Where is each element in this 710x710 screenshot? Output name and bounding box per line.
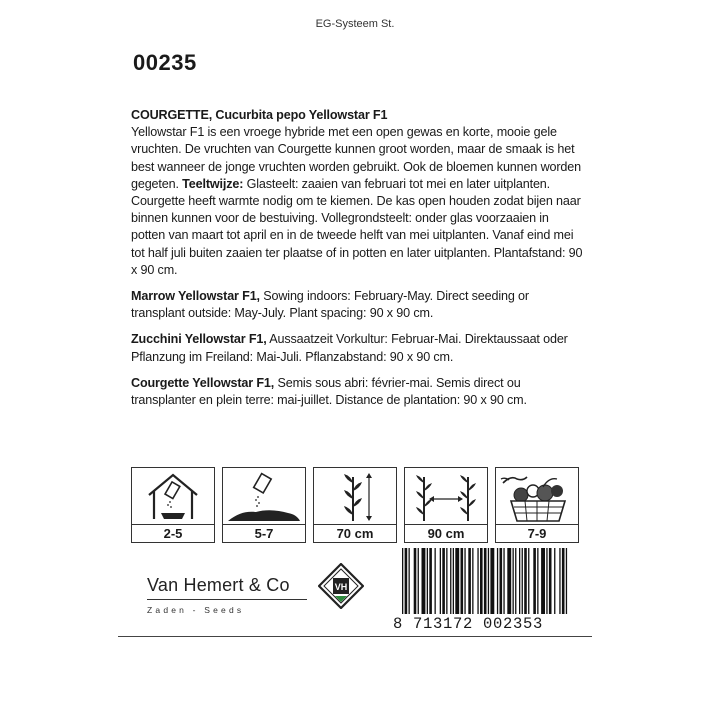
greenhouse-sowing-months: 2-5 bbox=[163, 526, 183, 541]
supplier-label: EG-Systeem St. bbox=[315, 18, 395, 30]
barcode-bar bbox=[455, 548, 459, 614]
barcode-bar bbox=[446, 548, 447, 614]
outdoor-sowing-box bbox=[222, 467, 306, 543]
barcode-bar bbox=[450, 548, 451, 614]
greenhouse-sowing-box bbox=[131, 467, 215, 543]
barcode-bar bbox=[442, 548, 445, 614]
barcode-bar bbox=[513, 548, 514, 614]
barcode-bar bbox=[500, 548, 503, 614]
english-name: Marrow Yellowstar F1, bbox=[131, 289, 260, 304]
barcode-bar bbox=[562, 548, 565, 614]
brand-tagline: Zaden - Seeds bbox=[147, 605, 245, 615]
description bbox=[131, 107, 586, 418]
barcode-bar bbox=[537, 548, 538, 614]
plant-spacing-box bbox=[404, 467, 488, 543]
barcode-bar bbox=[490, 548, 494, 614]
german-text: Aussaatzeit Vorkultur: Februar-Mai. Direktaussaat oder Pflanzung im Freiland: Mai-Juli. Pflanzabstand: 90 x 90 cm. bbox=[131, 332, 568, 364]
brand-divider bbox=[147, 599, 307, 600]
barcode-bar bbox=[566, 548, 567, 614]
greenhouse-sowing-icon bbox=[133, 469, 213, 523]
harvest-basket-icon bbox=[497, 469, 577, 523]
bottom-rule bbox=[118, 636, 592, 637]
french-paragraph bbox=[131, 375, 586, 409]
barcode-bar bbox=[528, 548, 529, 614]
barcode-bar bbox=[546, 548, 547, 614]
barcode-bar bbox=[435, 548, 436, 614]
outdoor-sowing-months: 5-7 bbox=[254, 526, 274, 541]
logo-letters: VH bbox=[334, 582, 348, 592]
product-code: 00235 bbox=[133, 50, 197, 75]
plant-height-box bbox=[313, 467, 397, 543]
barcode-bar bbox=[418, 548, 419, 614]
barcode-bar bbox=[468, 548, 471, 614]
barcode-bar bbox=[524, 548, 527, 614]
barcode-bar bbox=[409, 548, 410, 614]
plant-height-value: 70 cm bbox=[336, 526, 374, 541]
english-paragraph bbox=[131, 288, 586, 322]
cultivation-icons bbox=[131, 467, 579, 543]
german-paragraph bbox=[131, 331, 586, 365]
german-name: Zucchini Yellowstar F1, bbox=[131, 332, 267, 347]
barcode-bar bbox=[427, 548, 428, 614]
cultivation-label: Teeltwijze: bbox=[182, 176, 244, 191]
english-text: Sowing indoors: February-May. Direct seeding or transplant outside: May-July. Plant spacing: 90 x 90 cm. bbox=[131, 289, 529, 321]
barcode-number: 8 713172 002353 bbox=[393, 615, 544, 633]
barcode-bar bbox=[464, 548, 465, 614]
plant-spacing-value: 90 cm bbox=[427, 526, 465, 541]
dutch-text-1: Yellowstar F1 is een vroege hybride met een open gewas en korte, mooie gele vruchten. De vruchten van Courgette kunnen groot worden, maar de smaak is het best wanneer de jonge vruchten worden gebruikt. Ook de bloemen kunnen worden gegeten. bbox=[131, 125, 581, 191]
barcode-bar bbox=[429, 548, 432, 614]
plant-height-icon bbox=[315, 469, 395, 523]
plant-spacing-icon bbox=[406, 469, 486, 523]
barcode-bar bbox=[480, 548, 483, 614]
barcode-bar bbox=[402, 548, 403, 614]
harvest-months: 7-9 bbox=[527, 526, 547, 541]
barcode-bar bbox=[414, 548, 417, 614]
barcode-bar bbox=[522, 548, 523, 614]
french-text: Semis sous abri: février-mai. Semis direct ou transplanter en plein terre: mai-juillet. Distance de plantation: 90 x 90 cm. bbox=[131, 375, 527, 408]
barcode-bar bbox=[488, 548, 489, 614]
barcode-bar bbox=[559, 548, 560, 614]
brand-logo-icon bbox=[318, 563, 364, 609]
barcode-bar bbox=[554, 548, 555, 614]
barcode-bar bbox=[422, 548, 426, 614]
french-name: Courgette Yellowstar F1, bbox=[131, 375, 275, 390]
barcode-bar bbox=[472, 548, 473, 614]
barcode-bar bbox=[453, 548, 454, 614]
barcode-bar bbox=[497, 548, 498, 614]
barcode-bar bbox=[533, 548, 536, 614]
barcode-bar bbox=[461, 548, 464, 614]
product-title: COURGETTE, Cucurbita pepo Yellowstar F1 bbox=[131, 108, 388, 122]
dutch-text-2: Glasteelt: zaaien van februari tot mei en later uitplanten. Courgette heeft warmte nodig om te kiemen. De kas open houden zodat bijen naar binnen kunnen voor de bestuiving. Vollegrondsteelt: onder glas voorzaaien in potten van maart tot april en in de tweede helft van mei uitplanten. Vanaf eind mei tot half juli buiten zaaien ter plaatse of in potten en later uitplanten. Plantafstand: 90 x 90 cm. bbox=[131, 176, 583, 277]
harvest-box bbox=[495, 467, 579, 543]
barcode-icon bbox=[398, 548, 570, 620]
barcode-bar bbox=[549, 548, 552, 614]
barcode-bar bbox=[541, 548, 545, 614]
barcode-bar bbox=[477, 548, 478, 614]
barcode-bar bbox=[519, 548, 520, 614]
barcode-bar bbox=[515, 548, 516, 614]
barcode-bar bbox=[507, 548, 511, 614]
barcode-bar bbox=[484, 548, 487, 614]
barcode-bar bbox=[405, 548, 408, 614]
barcode-bar bbox=[503, 548, 504, 614]
outdoor-sowing-icon bbox=[224, 469, 304, 523]
dutch-paragraph bbox=[131, 107, 586, 279]
barcode-bar bbox=[440, 548, 441, 614]
brand-name: Van Hemert & Co bbox=[147, 575, 290, 595]
